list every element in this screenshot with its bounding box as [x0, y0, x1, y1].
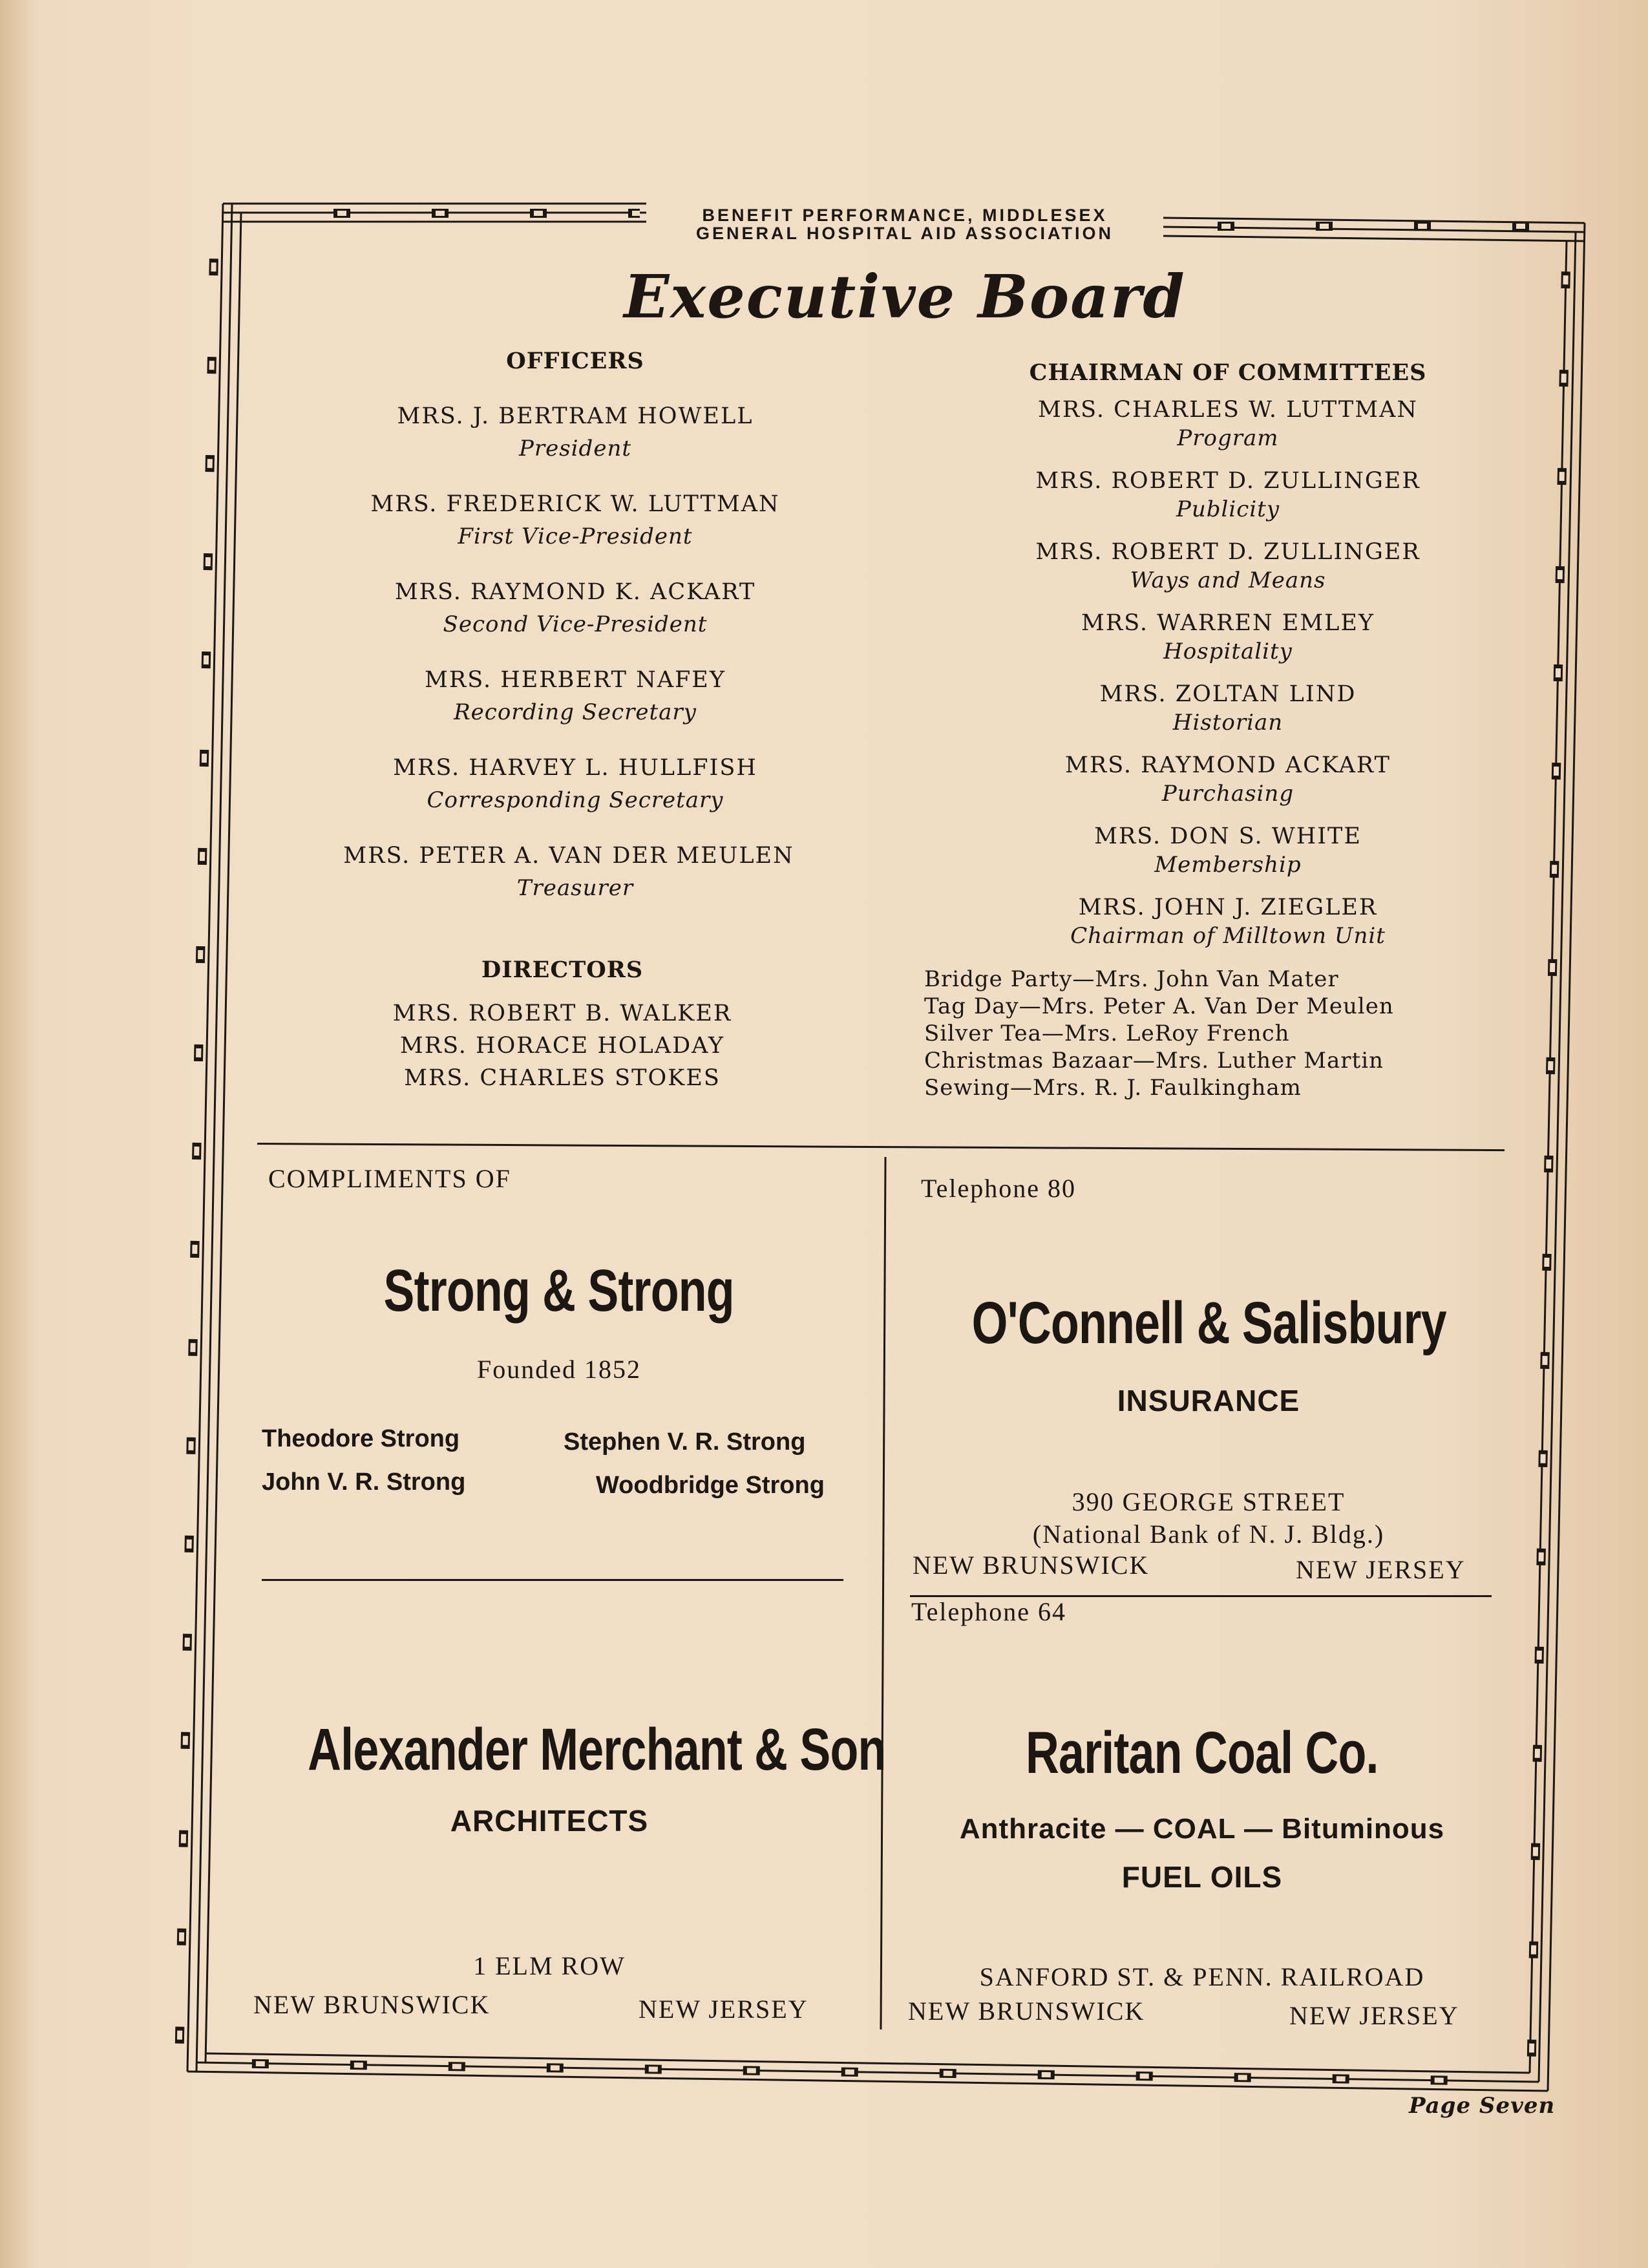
- committee-role: Program: [1177, 425, 1279, 451]
- street-address: 1 ELM ROW: [473, 1951, 626, 1980]
- committee-role: Publicity: [1176, 496, 1280, 522]
- director-name: MRS. CHARLES STOKES: [404, 1065, 721, 1091]
- officers-heading: OFFICERS: [506, 348, 644, 374]
- committee-name: MRS. ROBERT D. ZULLINGER: [1035, 539, 1421, 565]
- officer-name: MRS. J. BERTRAM HOWELL: [397, 403, 754, 429]
- firm-name: O'Connell & Salisbury: [971, 1290, 1446, 1356]
- officer-name: MRS. RAYMOND K. ACKART: [394, 579, 756, 605]
- committee-role: Chairman of Milltown Unit: [1070, 923, 1386, 949]
- officer-role: Second Vice-President: [443, 611, 708, 637]
- committee-name: MRS. WARREN EMLEY: [1081, 610, 1375, 636]
- officer-role: Treasurer: [516, 875, 634, 901]
- firm-name-wrap: [905, 1719, 1499, 1787]
- firm-name-wrap: [226, 1716, 886, 1784]
- city-label: NEW BRUNSWICK: [913, 1551, 1150, 1580]
- compliments-label: COMPLIMENTS OF: [268, 1164, 511, 1193]
- product-line-2: FUEL OILS: [1121, 1860, 1283, 1894]
- committees-heading: CHAIRMAN OF COMMITTEES: [1029, 359, 1427, 386]
- committee-role: Historian: [1172, 710, 1284, 736]
- founded-line: Founded 1852: [477, 1355, 641, 1384]
- firm-name: Alexander Merchant & Son: [308, 1717, 886, 1783]
- product-line: Anthracite — COAL — Bituminous: [959, 1813, 1445, 1845]
- street-address: 390 GEORGE STREET: [1072, 1487, 1346, 1516]
- committee-role: Membership: [1154, 852, 1302, 878]
- partner-name: John V. R. Strong: [262, 1468, 466, 1496]
- partner-name: Theodore Strong: [262, 1425, 460, 1452]
- officer-role: Corresponding Secretary: [427, 787, 724, 813]
- officer-role: Recording Secretary: [454, 699, 697, 725]
- partner-name: Woodbridge Strong: [596, 1472, 825, 1499]
- state-label: NEW JERSEY: [1296, 1555, 1466, 1584]
- partner-name: Stephen V. R. Strong: [564, 1428, 806, 1456]
- firm-name: Strong & Strong: [383, 1258, 735, 1324]
- event-item: Sewing—Mrs. R. J. Faulkingham: [924, 1075, 1302, 1101]
- committee-role: Hospitality: [1163, 639, 1293, 664]
- officer-name: MRS. HERBERT NAFEY: [425, 667, 726, 693]
- event-item: Silver Tea—Mrs. LeRoy French: [924, 1021, 1290, 1046]
- event-item: Tag Day—Mrs. Peter A. Van Der Meulen: [924, 993, 1394, 1019]
- telephone-label: Telephone 64: [911, 1597, 1067, 1626]
- firm-name: Raritan Coal Co.: [1026, 1720, 1379, 1786]
- officer-name: MRS. PETER A. VAN DER MEULEN: [343, 843, 794, 869]
- header-line-2: GENERAL HOSPITAL AID ASSOCIATION: [695, 224, 1114, 243]
- officer-role: First Vice-President: [458, 524, 693, 549]
- director-name: MRS. ROBERT B. WALKER: [392, 1001, 732, 1026]
- event-item: Bridge Party—Mrs. John Van Mater: [924, 966, 1339, 992]
- state-label: NEW JERSEY: [639, 1995, 808, 2024]
- officer-name: MRS. FREDERICK W. LUTTMAN: [370, 491, 780, 517]
- building-line: (National Bank of N. J. Bldg.): [1032, 1520, 1385, 1549]
- committee-name: MRS. JOHN J. ZIEGLER: [1078, 895, 1378, 920]
- firm-name-wrap: [259, 1257, 860, 1325]
- firm-name-wrap: [905, 1289, 1512, 1357]
- committee-name: MRS. ZOLTAN LIND: [1099, 681, 1357, 707]
- telephone-label: Telephone 80: [921, 1174, 1077, 1203]
- director-name: MRS. HORACE HOLADAY: [399, 1033, 725, 1059]
- officer-role: President: [518, 436, 632, 461]
- firm-tagline: ARCHITECTS: [450, 1804, 649, 1838]
- committee-role: Ways and Means: [1130, 567, 1326, 593]
- page-title: Executive Board: [624, 262, 1186, 332]
- officer-name: MRS. HARVEY L. HULLFISH: [393, 755, 757, 781]
- page-number: Page Seven: [1409, 2093, 1556, 2119]
- committee-name: MRS. ROBERT D. ZULLINGER: [1035, 468, 1421, 494]
- street-address: SANFORD ST. & PENN. RAILROAD: [979, 1962, 1425, 1991]
- committee-name: MRS. CHARLES W. LUTTMAN: [1037, 397, 1418, 423]
- committee-name: MRS. RAYMOND ACKART: [1065, 752, 1391, 778]
- firm-tagline: INSURANCE: [1117, 1384, 1300, 1417]
- committee-name: MRS. DON S. WHITE: [1094, 823, 1362, 849]
- city-label: NEW BRUNSWICK: [253, 1990, 491, 2019]
- header-line-1: BENEFIT PERFORMANCE, MIDDLESEX: [702, 206, 1108, 225]
- committee-role: Purchasing: [1161, 781, 1294, 807]
- event-item: Christmas Bazaar—Mrs. Luther Martin: [924, 1048, 1384, 1074]
- directors-heading: DIRECTORS: [481, 957, 644, 983]
- city-label: NEW BRUNSWICK: [908, 1997, 1145, 2026]
- state-label: NEW JERSEY: [1289, 2001, 1459, 2030]
- ad-divider-left: [262, 1579, 843, 1581]
